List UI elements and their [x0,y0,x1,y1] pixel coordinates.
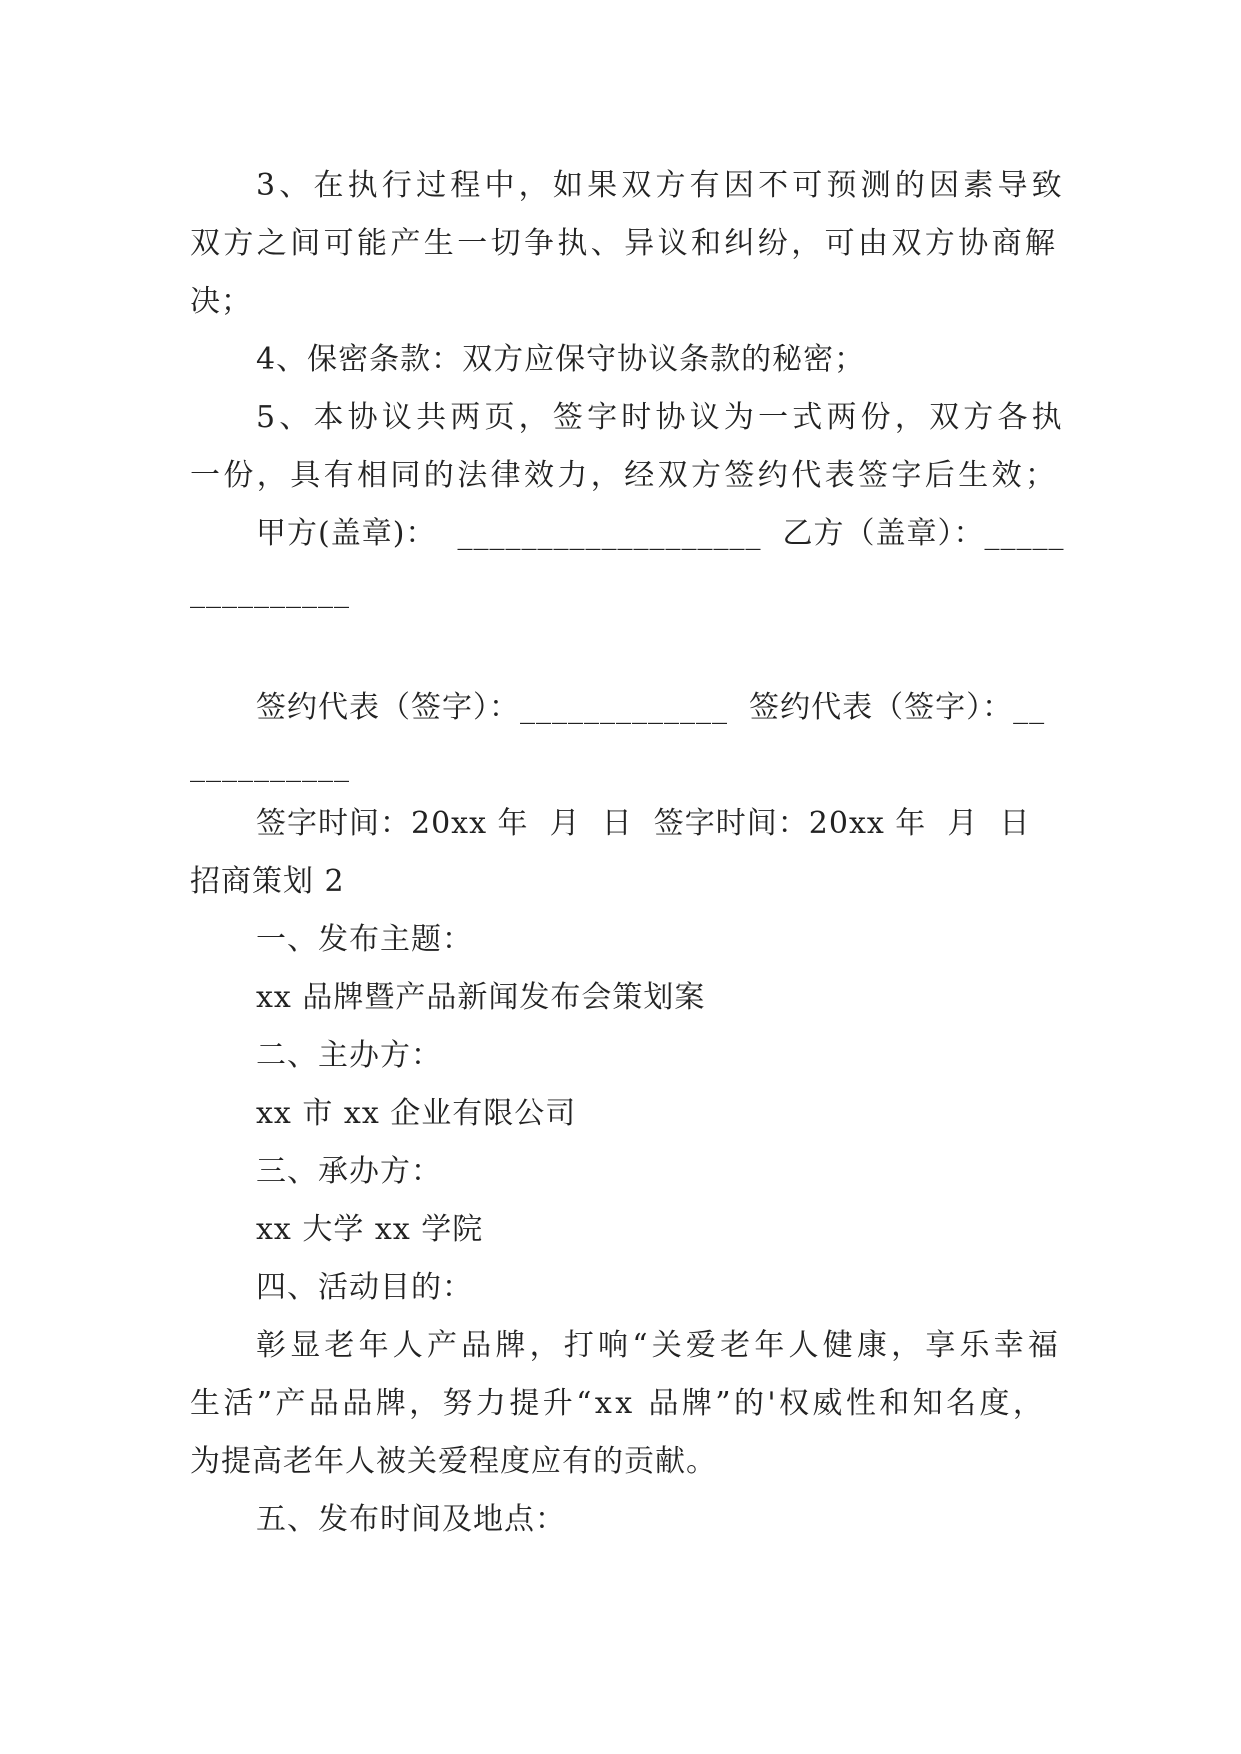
section-title: 招商策划 2 [190,864,345,899]
paragraph-line: 双方之间可能产生一切争执、异议和纠纷，可由双方协商解 [190,226,1059,261]
signature-party-line: 甲方(盖章)： ___________________ 乙方（盖章）：_____ [256,516,1065,551]
signature-underline: __________ [190,574,350,609]
paragraph-line: 决； [190,284,252,319]
section-heading: 二、主办方： [256,1038,442,1073]
section-heading: 三、承办方： [256,1154,442,1189]
paragraph-line: xx 品牌暨产品新闻发布会策划案 [256,980,706,1015]
paragraph-line: xx 大学 xx 学院 [256,1212,484,1247]
paragraph-line: 一份，具有相同的法律效力，经双方签约代表签字后生效； [190,458,1059,493]
paragraph-line: 3、在执行过程中，如果双方有因不可预测的因素导致 [256,168,1066,203]
signature-underline: __________ [190,748,350,783]
section-heading: 四、活动目的： [256,1270,473,1305]
paragraph-line: 生活”产品品牌，努力提升“xx 品牌”的'权威性和知名度， [190,1386,1047,1421]
section-heading: 一、发布主题： [256,922,473,957]
paragraph-line: 4、保密条款：双方应保守协议条款的秘密； [256,342,866,377]
signature-date-line: 签字时间：20xx 年 月 日 签字时间：20xx 年 月 日 [256,806,1031,841]
paragraph-line: 彰显老年人产品牌，打响“关爱老年人健康，享乐幸福 [256,1328,1063,1363]
paragraph-line: 为提高老年人被关爱程度应有的贡献。 [190,1444,717,1479]
paragraph-line: 5、本协议共两页，签字时协议为一式两份，双方各执 [256,400,1066,435]
signature-representative-line: 签约代表（签字）：_____________ 签约代表（签字）：__ [256,690,1046,725]
paragraph-line: xx 市 xx 企业有限公司 [256,1096,577,1131]
section-heading: 五、发布时间及地点： [256,1502,566,1537]
